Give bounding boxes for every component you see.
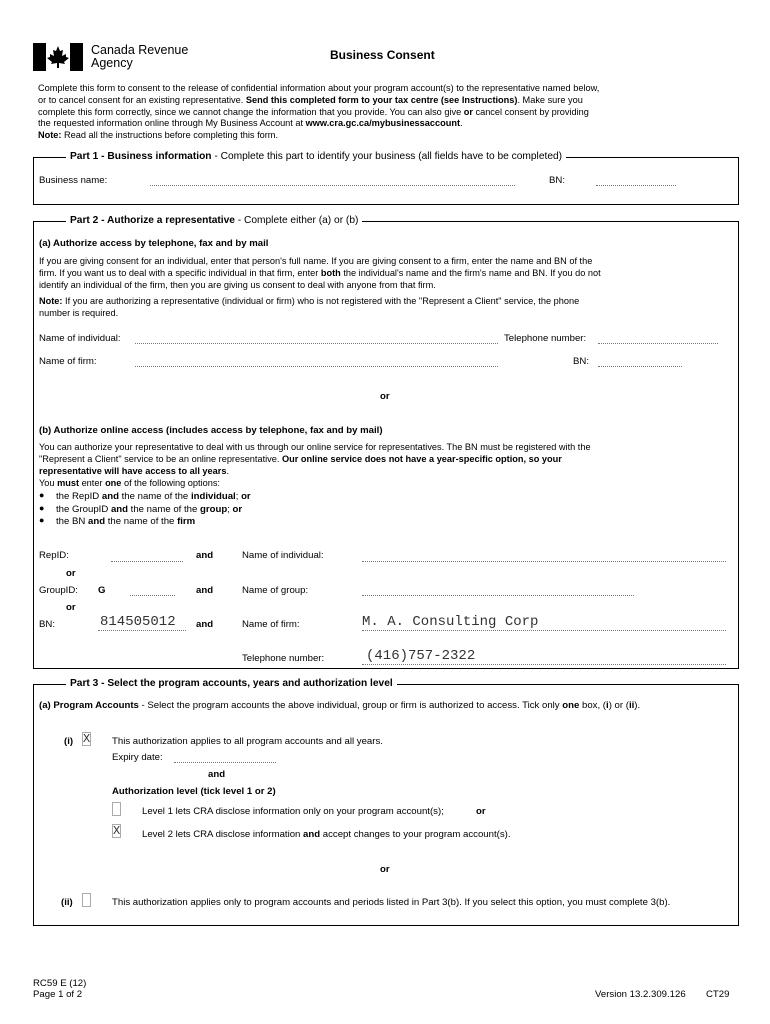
- or-text: or: [380, 391, 390, 402]
- and-text: and: [196, 585, 214, 596]
- or-label: [476, 806, 486, 817]
- bold: (i): [64, 736, 74, 747]
- telephone-value[interactable]: (416)757-2322: [366, 648, 476, 664]
- bullet-icon: ●: [39, 490, 45, 500]
- bold: individual: [190, 491, 236, 502]
- intro-text: [38, 83, 738, 142]
- and-label: [196, 585, 213, 596]
- span: the GroupID: [56, 504, 111, 515]
- business-name-input[interactable]: [150, 185, 515, 186]
- business-name-label: Business name:: [39, 175, 108, 186]
- span: ) or (: [608, 700, 629, 711]
- span: the individual's name and the firm's name and BN. If you do not: [340, 268, 601, 278]
- expiry-label: Expiry date:: [112, 752, 163, 763]
- name-individual-label: Name of individual:: [39, 333, 121, 344]
- part2a-bn-input[interactable]: [598, 366, 682, 367]
- intro-bold: Note:: [38, 130, 62, 141]
- bold: (ii): [61, 897, 73, 908]
- name-individual-input[interactable]: [135, 343, 498, 344]
- option-i-label: [64, 736, 73, 747]
- and-label: [196, 550, 213, 561]
- and-label: [196, 619, 213, 630]
- form-number: RC59 E (12): [33, 978, 87, 989]
- intro-span: .: [460, 118, 463, 129]
- span: firm. If you want us to deal with a specific individual in that firm, enter: [39, 268, 321, 278]
- part2a-bn-label: BN:: [573, 356, 589, 367]
- telephone-b-label: Telephone number:: [242, 653, 325, 664]
- part1-box: [33, 157, 739, 205]
- option-repid: [56, 491, 251, 502]
- or-divider: [380, 864, 390, 875]
- part2-title: [66, 215, 362, 226]
- part1-title: [66, 151, 566, 162]
- repid-input[interactable]: [111, 561, 183, 562]
- part3-title: [66, 678, 397, 689]
- option-groupid: [56, 504, 242, 515]
- intro-span: Read all the instructions before completing this form.: [61, 130, 279, 141]
- groupid-prefix: [98, 585, 105, 596]
- intro-link: www.cra.gc.ca/mybusinessaccount: [305, 118, 460, 129]
- name-firm-label: Name of firm:: [39, 356, 97, 367]
- part1-title-bold: Part 1 - Business information: [70, 151, 212, 162]
- bold: both: [320, 268, 341, 278]
- span: ).: [634, 700, 641, 711]
- part2b-line: [39, 453, 729, 465]
- part2a-line: If you are giving consent for an individual, enter that person's full name. If you are giving consent to a firm, enter the name and BN of the: [39, 256, 593, 266]
- bold: and: [88, 516, 106, 527]
- part2b-line: [39, 477, 729, 489]
- expiry-input[interactable]: [174, 762, 276, 763]
- span: You: [39, 478, 58, 488]
- intro-bold: or: [463, 106, 473, 117]
- option-ii-checkbox[interactable]: [82, 893, 91, 907]
- groupid-label: GroupID:: [39, 585, 78, 596]
- bold: one: [105, 478, 122, 488]
- part2a-line: number is required.: [39, 308, 119, 318]
- part2a-line: [39, 267, 729, 279]
- bold: firm: [177, 516, 196, 527]
- part2a-text: [39, 255, 729, 319]
- part2-title-bold: Part 2 - Authorize a representative: [70, 215, 235, 226]
- repid-label: RepID:: [39, 550, 69, 561]
- intro-line: [38, 130, 738, 142]
- bold: or: [232, 504, 243, 515]
- or-label: [66, 602, 76, 613]
- bold: ii: [628, 700, 635, 711]
- span: box, (: [579, 700, 607, 711]
- span: "Represent a Client" service to be an online representative.: [39, 454, 282, 464]
- and-text: and: [196, 550, 214, 561]
- name-individual-b-label: Name of individual:: [242, 550, 324, 561]
- form-title: Business Consent: [330, 48, 435, 62]
- part2b-heading-text: (b) Authorize online access (includes access by telephone, fax and by mail): [39, 425, 383, 436]
- span: ;: [227, 504, 233, 515]
- page-number: Page 1 of 2: [33, 989, 83, 1000]
- telephone-input[interactable]: [598, 343, 718, 344]
- span: the name of the: [128, 504, 200, 515]
- g-text: G: [98, 585, 106, 596]
- intro-span: or to cancel consent for an existing representative.: [38, 94, 246, 105]
- level1-text: Level 1 lets CRA disclose information only on your program account(s);: [142, 806, 444, 817]
- ct-code: CT29: [706, 989, 730, 1000]
- bold: Note:: [39, 296, 63, 306]
- or-text: or: [66, 602, 76, 613]
- bold: must: [57, 478, 80, 488]
- option-i-checkbox[interactable]: X: [83, 732, 91, 746]
- part3-title-text: Part 3 - Select the program accounts, years and authorization level: [70, 678, 393, 689]
- canada-flag-icon: [33, 43, 83, 71]
- intro-bold: Send this completed form to your tax centre (see Instructions): [245, 94, 518, 105]
- intro-span: complete this form correctly, since we cannot change the information that you provide. You can also give: [38, 106, 464, 117]
- auth-level-label: [112, 786, 276, 797]
- part1-bn-label: BN:: [549, 175, 565, 186]
- span: the name of the: [105, 516, 178, 527]
- part3-box: [33, 684, 739, 926]
- or-label: [66, 568, 76, 579]
- span: accept changes to your program account(s).: [320, 829, 511, 840]
- bold: or: [241, 491, 251, 502]
- bold: one: [562, 700, 580, 711]
- part1-title-rest: - Complete this part to identify your business (all fields have to be completed): [211, 151, 563, 162]
- span: .: [226, 466, 229, 476]
- option-i-text: This authorization applies to all program accounts and all years.: [112, 736, 383, 747]
- groupid-input[interactable]: [130, 595, 175, 596]
- level2-text: [142, 829, 510, 840]
- intro-span: cancel consent by providing: [472, 106, 589, 117]
- name-firm-b-input: [362, 630, 726, 631]
- part2a-heading: [39, 238, 268, 249]
- span: the RepID: [56, 491, 102, 502]
- intro-span: the requested information online through My Business Account at: [38, 118, 306, 129]
- intro-line: [38, 107, 738, 119]
- name-firm-input[interactable]: [135, 366, 498, 367]
- span: of the following options:: [121, 478, 220, 488]
- option-ii-text: This authorization applies only to program accounts and periods listed in Part 3(b). If you select this option, you must complete 3(b).: [112, 897, 671, 908]
- and-text: and: [208, 769, 226, 780]
- level1-checkbox[interactable]: [112, 802, 121, 816]
- bold: group: [200, 504, 228, 515]
- bold: and: [101, 491, 119, 502]
- or-text: or: [66, 568, 76, 579]
- span: If you are authorizing a representative (individual or firm) who is not registered with the "Represent a Client" service, the phone: [62, 296, 580, 306]
- bn-b-input: [98, 630, 186, 631]
- telephone-label: Telephone number:: [504, 333, 587, 344]
- part3a-heading: [39, 700, 640, 711]
- bn-value[interactable]: 814505012: [100, 614, 176, 630]
- bold: i: [606, 700, 609, 711]
- and-label: [208, 769, 225, 780]
- span: - Select the program accounts the above individual, group or firm is authorized to access. Tick only: [138, 700, 563, 711]
- part2b-text: [39, 441, 729, 489]
- bold: and: [110, 504, 128, 515]
- or-text: or: [380, 864, 390, 875]
- part2b-heading: [39, 425, 383, 436]
- bold: Our online service does not have a year-specific option, so your: [281, 454, 562, 464]
- telephone-b-input: [362, 664, 726, 665]
- or-divider: [380, 391, 390, 402]
- firm-value[interactable]: M. A. Consulting Corp: [362, 614, 539, 630]
- and-text: and: [196, 619, 214, 630]
- name-group-label: Name of group:: [242, 585, 309, 596]
- part2a-heading-text: (a) Authorize access by telephone, fax and by mail: [39, 238, 269, 249]
- bullet-icon: ●: [39, 503, 45, 513]
- name-firm-b-label: Name of firm:: [242, 619, 300, 630]
- bold: (a) Program Accounts: [39, 700, 139, 711]
- part2-title-rest: - Complete either (a) or (b): [234, 215, 359, 226]
- version-text: Version 13.2.309.126: [595, 989, 686, 1000]
- span: ;: [235, 491, 242, 502]
- name-group-input[interactable]: [362, 595, 634, 596]
- bold: Authorization level (tick level 1 or 2): [112, 786, 276, 797]
- intro-line: Complete this form to consent to the release of confidential information about your program account(s) to the representative named below,: [38, 83, 600, 93]
- agency-line2: Agency: [91, 56, 133, 70]
- intro-span: . Make sure you: [517, 94, 583, 105]
- part2b-line: [39, 465, 729, 477]
- part2a-note: [39, 295, 729, 307]
- bold: and: [303, 829, 321, 840]
- option-bn: [56, 516, 195, 527]
- span: enter: [79, 478, 106, 488]
- part2b-line: You can authorize your representative to deal with us through our online service for representatives. The BN must be registered with the: [39, 442, 591, 452]
- name-individual-b-input[interactable]: [362, 561, 726, 562]
- span: the name of the: [118, 491, 191, 502]
- bullet-icon: ●: [39, 515, 45, 525]
- bold: representative will have access to all years: [39, 466, 227, 476]
- part1-bn-input[interactable]: [596, 185, 676, 186]
- span: the BN: [56, 516, 88, 527]
- agency-line1: Canada Revenue: [91, 43, 189, 57]
- agency-name: [91, 44, 188, 70]
- part2a-line: identify an individual of the firm, then you are giving us consent to deal with anyone from that firm.: [39, 280, 436, 290]
- option-ii-label: [61, 897, 73, 908]
- span: Level 2 lets CRA disclose information: [142, 829, 304, 840]
- level2-checkbox[interactable]: X: [113, 824, 121, 838]
- or-text: or: [476, 806, 486, 817]
- intro-line: [38, 118, 738, 130]
- intro-line: [38, 95, 738, 107]
- bn-b-label: BN:: [39, 619, 55, 630]
